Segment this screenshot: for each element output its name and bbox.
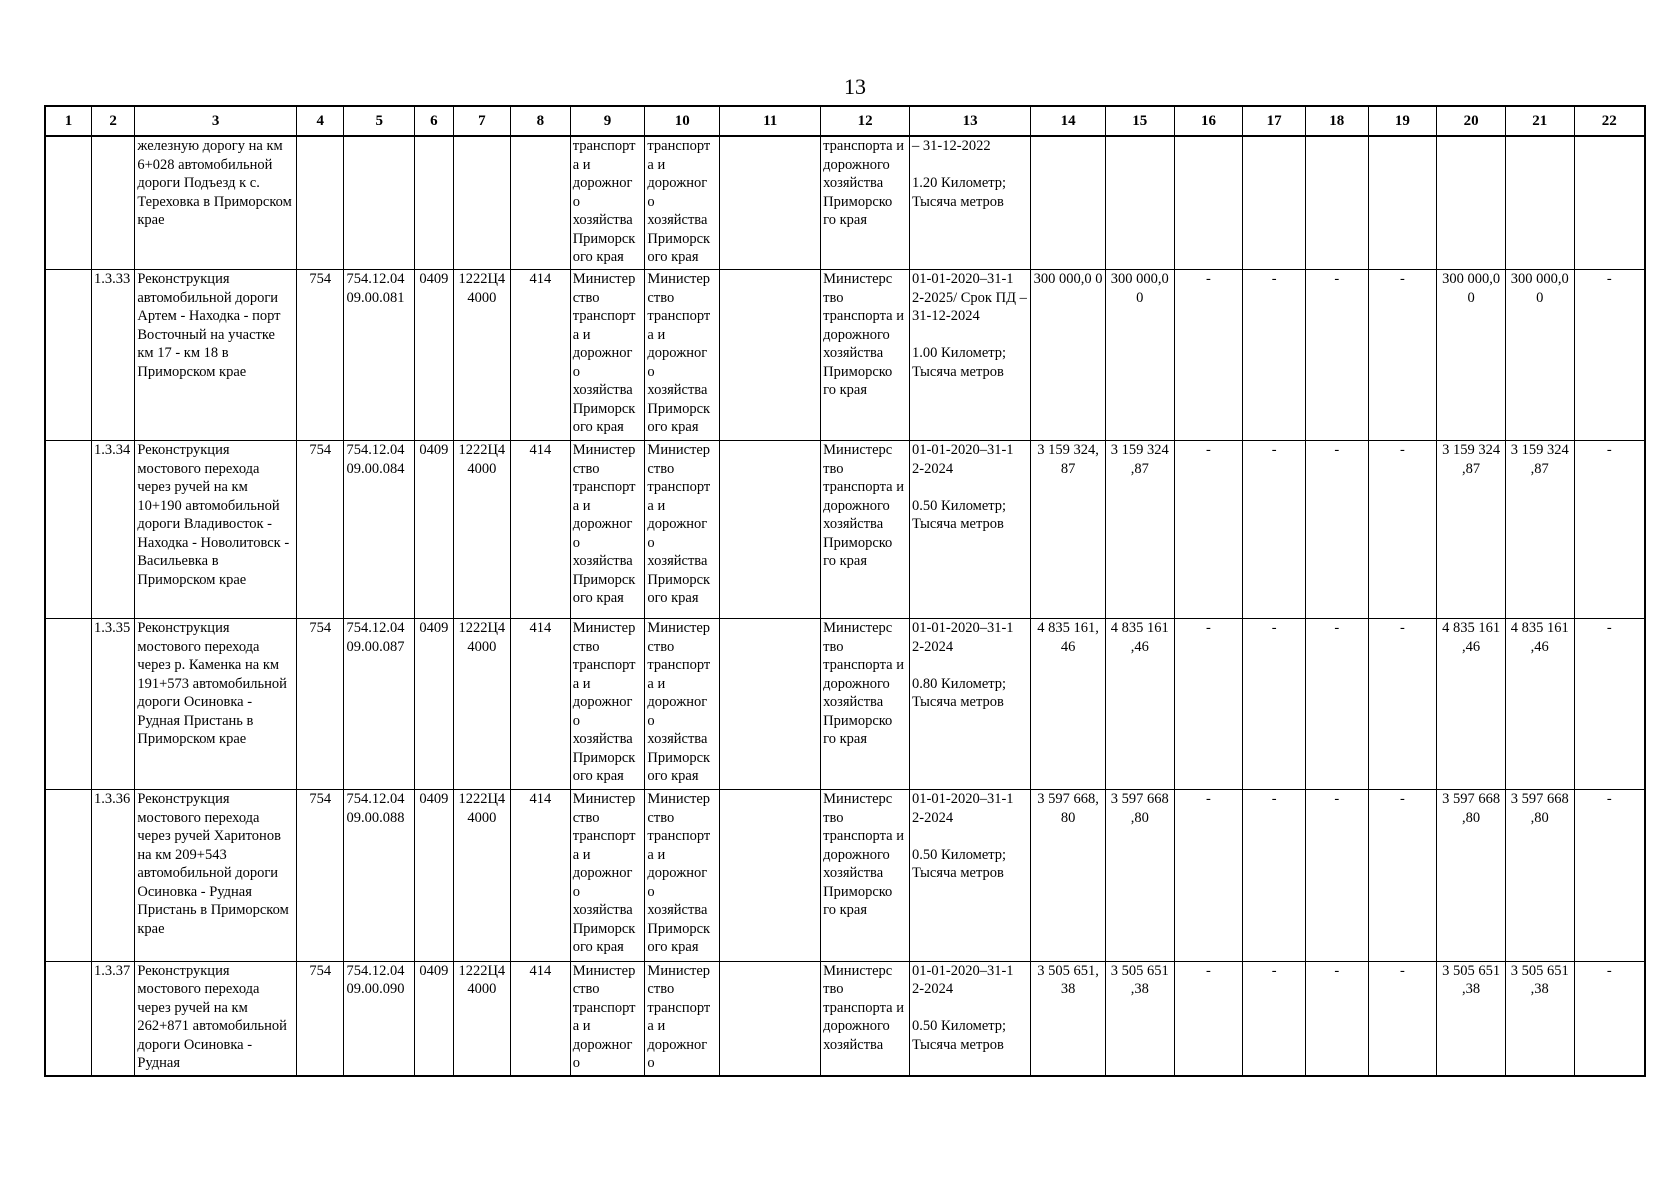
cell-col-19 <box>1368 136 1437 270</box>
cell-col-8: 414 <box>511 270 571 441</box>
cell-col-20: 3 159 324 ,87 <box>1437 441 1506 619</box>
column-header-8: 8 <box>511 106 571 136</box>
cell-col-14: 4 835 161, 46 <box>1031 619 1106 790</box>
column-header-6: 6 <box>415 106 453 136</box>
cell-col-21: 3 597 668 ,80 <box>1505 790 1574 961</box>
cell-col-4 <box>296 136 343 270</box>
column-header-20: 20 <box>1437 106 1506 136</box>
cell-col-9: Министер ство транспорт а и дорожног о хозяйства Приморск ого края <box>570 441 645 619</box>
cell-col-10: Министер ство транспорт а и дорожног о хозяйства Приморск ого края <box>645 619 720 790</box>
cell-col-20: 4 835 161 ,46 <box>1437 619 1506 790</box>
cell-col-18: - <box>1305 961 1368 1076</box>
cell-col-20: 300 000,0 0 <box>1437 270 1506 441</box>
cell-col-4: 754 <box>296 790 343 961</box>
cell-col-15: 3 597 668 ,80 <box>1105 790 1174 961</box>
cell-col-20: 3 597 668 ,80 <box>1437 790 1506 961</box>
header-row <box>45 106 1645 136</box>
cell-col-21: 3 159 324 ,87 <box>1505 441 1574 619</box>
cell-col-17: - <box>1243 619 1306 790</box>
cell-col-11 <box>720 270 821 441</box>
cell-col-10: транспорт а и дорожног о хозяйства Приморск ого края <box>645 136 720 270</box>
cell-col-13: 01-01-2020–31-1 2-2024 0.50 Километр; Тысяча метров <box>910 961 1031 1076</box>
cell-col-15: 3 159 324 ,87 <box>1105 441 1174 619</box>
cell-col-3: железную дорогу на км 6+028 автомобильной дороги Подъезд к с. Тереховка в Приморском крае <box>135 136 297 270</box>
cell-col-8: 414 <box>511 790 571 961</box>
cell-col-13: 01-01-2020–31-1 2-2024 0.80 Километр; Тысяча метров <box>910 619 1031 790</box>
cell-col-5: 754.12.04 09.00.081 <box>344 270 415 441</box>
column-header-12: 12 <box>821 106 910 136</box>
cell-col-12: Министерс тво транспорта и дорожного хозяйства Приморско го края <box>821 790 910 961</box>
cell-col-3: Реконструкция мостового перехода через р. Каменка на км 191+573 автомобильной дороги Осиновка - Рудная Пристань в Приморском крае <box>135 619 297 790</box>
cell-col-22: - <box>1574 619 1645 790</box>
cell-col-13: 01-01-2020–31-1 2-2024 0.50 Километр; Тысяча метров <box>910 790 1031 961</box>
cell-col-16: - <box>1174 790 1243 961</box>
cell-col-13: – 31-12-2022 1.20 Километр; Тысяча метров <box>910 136 1031 270</box>
cell-col-9: Министер ство транспорт а и дорожног о хозяйства Приморск ого края <box>570 270 645 441</box>
cell-col-1 <box>45 270 91 441</box>
cell-col-3: Реконструкция автомобильной дороги Артем - Находка - порт Восточный на участке км 17 - км 18 в Приморском крае <box>135 270 297 441</box>
cell-col-5: 754.12.04 09.00.088 <box>344 790 415 961</box>
column-header-7: 7 <box>453 106 511 136</box>
cell-col-2: 1.3.37 <box>91 961 134 1076</box>
cell-col-7: 1222Ц4 4000 <box>453 961 511 1076</box>
cell-col-14: 300 000,0 0 <box>1031 270 1106 441</box>
cell-col-11 <box>720 790 821 961</box>
cell-col-12: Министерс тво транспорта и дорожного хозяйства Приморско го края <box>821 270 910 441</box>
column-header-19: 19 <box>1368 106 1437 136</box>
table-row <box>45 961 1645 1076</box>
cell-col-2: 1.3.36 <box>91 790 134 961</box>
column-header-11: 11 <box>720 106 821 136</box>
cell-col-11 <box>720 136 821 270</box>
cell-col-7 <box>453 136 511 270</box>
column-header-15: 15 <box>1105 106 1174 136</box>
cell-col-19: - <box>1368 619 1437 790</box>
cell-col-5: 754.12.04 09.00.084 <box>344 441 415 619</box>
cell-col-2 <box>91 136 134 270</box>
cell-col-8 <box>511 136 571 270</box>
cell-col-18: - <box>1305 790 1368 961</box>
cell-col-17: - <box>1243 441 1306 619</box>
cell-col-15 <box>1105 136 1174 270</box>
cell-col-1 <box>45 790 91 961</box>
column-header-14: 14 <box>1031 106 1106 136</box>
cell-col-15: 300 000,0 0 <box>1105 270 1174 441</box>
cell-col-6: 0409 <box>415 790 453 961</box>
table-row <box>45 790 1645 961</box>
cell-col-17: - <box>1243 961 1306 1076</box>
cell-col-12: Министерс тво транспорта и дорожного хозяйства <box>821 961 910 1076</box>
column-header-22: 22 <box>1574 106 1645 136</box>
cell-col-16: - <box>1174 270 1243 441</box>
table-row <box>45 441 1645 619</box>
cell-col-3: Реконструкция мостового перехода через ручей на км 10+190 автомобильной дороги Владивосток - Находка - Новолитовск - Васильевка в Приморском крае <box>135 441 297 619</box>
cell-col-6: 0409 <box>415 270 453 441</box>
cell-col-12: Министерс тво транспорта и дорожного хозяйства Приморско го края <box>821 619 910 790</box>
cell-col-17: - <box>1243 270 1306 441</box>
cell-col-22: - <box>1574 270 1645 441</box>
cell-col-20: 3 505 651 ,38 <box>1437 961 1506 1076</box>
cell-col-22: - <box>1574 441 1645 619</box>
column-header-3: 3 <box>135 106 297 136</box>
column-header-2: 2 <box>91 106 134 136</box>
cell-col-4: 754 <box>296 961 343 1076</box>
table-row <box>45 270 1645 441</box>
cell-col-11 <box>720 619 821 790</box>
table-row <box>45 136 1645 270</box>
cell-col-18 <box>1305 136 1368 270</box>
cell-col-22 <box>1574 136 1645 270</box>
cell-col-11 <box>720 441 821 619</box>
cell-col-6 <box>415 136 453 270</box>
cell-col-13: 01-01-2020–31-1 2-2024 0.50 Километр; Тысяча метров <box>910 441 1031 619</box>
cell-col-4: 754 <box>296 619 343 790</box>
cell-col-22: - <box>1574 961 1645 1076</box>
cell-col-14 <box>1031 136 1106 270</box>
cell-col-17: - <box>1243 790 1306 961</box>
column-header-21: 21 <box>1505 106 1574 136</box>
column-header-18: 18 <box>1305 106 1368 136</box>
cell-col-16 <box>1174 136 1243 270</box>
cell-col-2: 1.3.35 <box>91 619 134 790</box>
cell-col-14: 3 597 668, 80 <box>1031 790 1106 961</box>
cell-col-1 <box>45 619 91 790</box>
register-table <box>44 105 1646 1077</box>
cell-col-8: 414 <box>511 441 571 619</box>
column-header-5: 5 <box>344 106 415 136</box>
cell-col-5: 754.12.04 09.00.087 <box>344 619 415 790</box>
cell-col-15: 4 835 161 ,46 <box>1105 619 1174 790</box>
cell-col-10: Министер ство транспорт а и дорожног о <box>645 961 720 1076</box>
cell-col-2: 1.3.34 <box>91 441 134 619</box>
cell-col-12: Министерс тво транспорта и дорожного хозяйства Приморско го края <box>821 441 910 619</box>
cell-col-2: 1.3.33 <box>91 270 134 441</box>
cell-col-5 <box>344 136 415 270</box>
cell-col-3: Реконструкция мостового перехода через ручей на км 262+871 автомобильной дороги Осиновка - Рудная <box>135 961 297 1076</box>
cell-col-14: 3 159 324, 87 <box>1031 441 1106 619</box>
cell-col-3: Реконструкция мостового перехода через ручей Харитонов на км 209+543 автомобильной дороги Осиновка - Рудная Пристань в Приморском крае <box>135 790 297 961</box>
cell-col-17 <box>1243 136 1306 270</box>
cell-col-8: 414 <box>511 961 571 1076</box>
cell-col-19: - <box>1368 270 1437 441</box>
column-header-13: 13 <box>910 106 1031 136</box>
cell-col-7: 1222Ц4 4000 <box>453 270 511 441</box>
cell-col-4: 754 <box>296 270 343 441</box>
column-header-4: 4 <box>296 106 343 136</box>
cell-col-13: 01-01-2020–31-1 2-2025/ Срок ПД – 31-12-2024 1.00 Километр; Тысяча метров <box>910 270 1031 441</box>
table-row <box>45 619 1645 790</box>
cell-col-21: 3 505 651 ,38 <box>1505 961 1574 1076</box>
cell-col-19: - <box>1368 961 1437 1076</box>
cell-col-12: транспорта и дорожного хозяйства Приморско го края <box>821 136 910 270</box>
cell-col-9: Министер ство транспорт а и дорожног о хозяйства Приморск ого края <box>570 790 645 961</box>
column-header-17: 17 <box>1243 106 1306 136</box>
cell-col-6: 0409 <box>415 619 453 790</box>
cell-col-9: Министер ство транспорт а и дорожног о <box>570 961 645 1076</box>
column-header-10: 10 <box>645 106 720 136</box>
column-header-9: 9 <box>570 106 645 136</box>
cell-col-7: 1222Ц4 4000 <box>453 441 511 619</box>
cell-col-16: - <box>1174 619 1243 790</box>
cell-col-4: 754 <box>296 441 343 619</box>
cell-col-16: - <box>1174 961 1243 1076</box>
cell-col-9: транспорт а и дорожног о хозяйства Приморск ого края <box>570 136 645 270</box>
cell-col-21 <box>1505 136 1574 270</box>
cell-col-18: - <box>1305 441 1368 619</box>
cell-col-6: 0409 <box>415 441 453 619</box>
cell-col-22: - <box>1574 790 1645 961</box>
page-number: 13 <box>844 74 866 99</box>
cell-col-19: - <box>1368 790 1437 961</box>
cell-col-1 <box>45 136 91 270</box>
cell-col-7: 1222Ц4 4000 <box>453 790 511 961</box>
cell-col-15: 3 505 651 ,38 <box>1105 961 1174 1076</box>
cell-col-10: Министер ство транспорт а и дорожног о хозяйства Приморск ого края <box>645 441 720 619</box>
cell-col-6: 0409 <box>415 961 453 1076</box>
cell-col-18: - <box>1305 619 1368 790</box>
cell-col-8: 414 <box>511 619 571 790</box>
cell-col-1 <box>45 961 91 1076</box>
cell-col-19: - <box>1368 441 1437 619</box>
column-header-16: 16 <box>1174 106 1243 136</box>
cell-col-18: - <box>1305 270 1368 441</box>
cell-col-14: 3 505 651, 38 <box>1031 961 1106 1076</box>
cell-col-1 <box>45 441 91 619</box>
cell-col-9: Министер ство транспорт а и дорожног о хозяйства Приморск ого края <box>570 619 645 790</box>
cell-col-20 <box>1437 136 1506 270</box>
cell-col-5: 754.12.04 09.00.090 <box>344 961 415 1076</box>
column-header-1: 1 <box>45 106 91 136</box>
cell-col-10: Министер ство транспорт а и дорожног о хозяйства Приморск ого края <box>645 270 720 441</box>
cell-col-7: 1222Ц4 4000 <box>453 619 511 790</box>
cell-col-11 <box>720 961 821 1076</box>
cell-col-21: 300 000,0 0 <box>1505 270 1574 441</box>
cell-col-21: 4 835 161 ,46 <box>1505 619 1574 790</box>
cell-col-10: Министер ство транспорт а и дорожног о хозяйства Приморск ого края <box>645 790 720 961</box>
cell-col-16: - <box>1174 441 1243 619</box>
